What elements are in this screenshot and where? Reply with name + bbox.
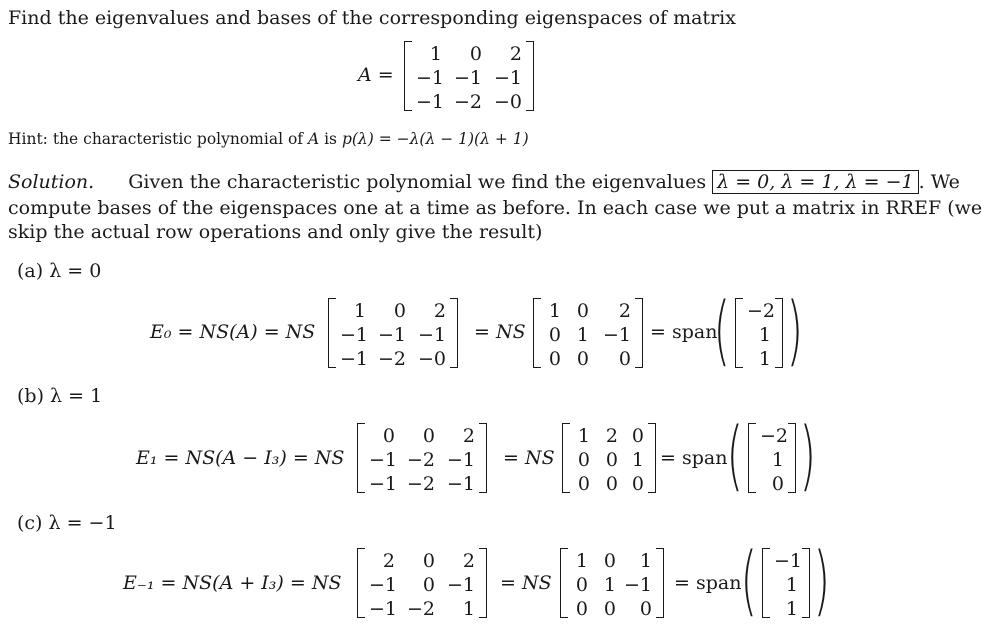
matrix-cell: −1: [369, 574, 398, 596]
matrix-cell: 0: [639, 598, 652, 620]
case-c-eq-span: = span: [674, 572, 742, 594]
case-a-right-paren: ): [786, 285, 803, 374]
case-c-label: (c) λ = −1: [17, 512, 117, 534]
matrix-cell: 1: [758, 348, 771, 370]
case-c-left-paren: (: [740, 535, 757, 624]
hint-var: A: [307, 130, 320, 148]
case-c-rref: [560, 548, 664, 618]
matrix-cell: 0: [575, 574, 588, 596]
right-bracket: [479, 423, 487, 493]
problem-statement: Find the eigenvalues and bases of the corresponding eigenspaces of matrix: [8, 7, 736, 29]
matrix-cell: −1: [417, 324, 446, 346]
case-a-basis: [735, 298, 783, 368]
matrix-cell: 2: [462, 425, 475, 447]
matrix-cell: 1: [631, 449, 644, 471]
hint-prefix: Hint: the characteristic polynomial of: [8, 130, 308, 148]
matrix-cell: 2: [382, 550, 395, 572]
matrix-cell: 0: [576, 300, 589, 322]
case-b-eq-ns: = NS: [503, 447, 555, 469]
matrix-cell: −0: [493, 91, 522, 113]
matrix-cell: −1: [377, 324, 406, 346]
case-a-rref: [533, 298, 643, 368]
matrix-cell: −2: [406, 598, 435, 620]
case-b-lhs: E₁ = NS(A − I₃) = NS: [136, 447, 345, 469]
matrix-cell: −2: [406, 473, 435, 495]
right-bracket: [788, 423, 796, 493]
solution-line-3: skip the actual row operations and only give the result): [8, 221, 543, 243]
case-c-matrix: [357, 548, 487, 618]
matrix-a: [404, 41, 534, 111]
matrix-cell: 1: [429, 43, 442, 65]
right-bracket: [648, 423, 656, 493]
matrix-cell: 1: [462, 598, 475, 620]
solution-line-1: [8, 171, 960, 193]
case-b-basis: [748, 423, 796, 493]
matrix-cell: −1: [446, 574, 475, 596]
matrix-cell: 2: [618, 300, 631, 322]
matrix-cell: 0: [393, 300, 406, 322]
left-bracket: [357, 423, 365, 493]
solution-line-2: compute bases of the eigenspaces one at a time as before. In each case we put a matrix in RREF (we: [8, 197, 982, 219]
matrix-cell: 1: [548, 300, 561, 322]
matrix-cell: 0: [577, 449, 590, 471]
matrix-cell: 1: [785, 574, 798, 596]
matrix-cell: 0: [548, 348, 561, 370]
matrix-cell: 2: [605, 425, 618, 447]
matrix-cell: 0: [631, 473, 644, 495]
matrix-cell: 0: [605, 449, 618, 471]
matrix-cell: −1: [446, 473, 475, 495]
matrix-cell: 0: [422, 550, 435, 572]
matrix-cell: 1: [353, 300, 366, 322]
matrix-cell: 0: [605, 473, 618, 495]
left-bracket: [735, 298, 743, 368]
matrix-cell: −1: [493, 67, 522, 89]
case-a-eq-span: = span: [650, 321, 718, 343]
left-bracket: [560, 548, 568, 618]
case-b-left-paren: (: [726, 410, 743, 499]
right-bracket: [656, 548, 664, 618]
matrix-cell: 1: [603, 574, 616, 596]
case-c-right-paren: ): [813, 535, 830, 624]
matrix-cell: −1: [416, 67, 445, 89]
matrix-cell: −2: [760, 425, 789, 447]
matrix-cell: 0: [422, 425, 435, 447]
case-b-eq-span: = span: [660, 447, 728, 469]
case-a-matrix: [328, 298, 458, 368]
matrix-cell: 2: [433, 300, 446, 322]
right-bracket: [775, 298, 783, 368]
matrix-a-label: A =: [358, 64, 394, 86]
matrix-cell: 1: [758, 324, 771, 346]
case-c-basis: [762, 548, 810, 618]
matrix-cell: −2: [453, 91, 482, 113]
case-b-matrix: [357, 423, 487, 493]
matrix-cell: −0: [417, 348, 446, 370]
matrix-cell: 1: [771, 449, 784, 471]
matrix-cell: 2: [509, 43, 522, 65]
case-a-left-paren: (: [713, 285, 730, 374]
matrix-cell: −1: [369, 449, 398, 471]
solution-text: Given the characteristic polynomial we find the eigenvalues: [128, 171, 707, 193]
left-bracket: [533, 298, 541, 368]
matrix-cell: 1: [639, 550, 652, 572]
solution-tail: . We: [918, 171, 960, 193]
matrix-cell: 0: [576, 348, 589, 370]
matrix-cell: −1: [774, 550, 803, 572]
matrix-cell: −1: [369, 598, 398, 620]
matrix-cell: 0: [603, 550, 616, 572]
case-a-eq-ns: = NS: [474, 321, 526, 343]
case-b-label: (b) λ = 1: [17, 385, 103, 407]
right-bracket: [635, 298, 643, 368]
right-bracket: [479, 548, 487, 618]
case-c-eq-ns: = NS: [500, 572, 552, 594]
matrix-cell: −1: [416, 91, 445, 113]
matrix-cell: −2: [406, 449, 435, 471]
case-c-lhs: E₋₁ = NS(A + I₃) = NS: [123, 572, 342, 594]
matrix-cell: 1: [577, 425, 590, 447]
left-bracket: [357, 548, 365, 618]
case-b-right-paren: ): [799, 410, 816, 499]
right-bracket: [450, 298, 458, 368]
matrix-cell: −2: [747, 300, 776, 322]
matrix-cell: 1: [785, 598, 798, 620]
matrix-cell: −1: [340, 324, 369, 346]
matrix-cell: 1: [576, 324, 589, 346]
matrix-cell: −2: [377, 348, 406, 370]
matrix-cell: 0: [577, 473, 590, 495]
matrix-cell: 0: [631, 425, 644, 447]
left-bracket: [762, 548, 770, 618]
matrix-cell: 0: [618, 348, 631, 370]
eigenvalues-box: λ = 0, λ = 1, λ = −1: [712, 170, 918, 194]
left-bracket: [748, 423, 756, 493]
matrix-cell: 2: [462, 550, 475, 572]
matrix-cell: −1: [446, 449, 475, 471]
matrix-cell: 0: [382, 425, 395, 447]
left-bracket: [404, 41, 412, 111]
left-bracket: [328, 298, 336, 368]
matrix-cell: 0: [575, 598, 588, 620]
case-a-label: (a) λ = 0: [17, 260, 102, 282]
matrix-cell: 0: [422, 574, 435, 596]
matrix-cell: −1: [369, 473, 398, 495]
matrix-cell: 0: [603, 598, 616, 620]
hint-mid: is: [319, 130, 342, 148]
hint-polynomial: p(λ) = −λ(λ − 1)(λ + 1): [341, 130, 529, 148]
matrix-cell: 0: [548, 324, 561, 346]
matrix-cell: 0: [771, 473, 784, 495]
right-bracket: [802, 548, 810, 618]
case-b-rref: [562, 423, 656, 493]
matrix-cell: 1: [575, 550, 588, 572]
right-bracket: [526, 41, 534, 111]
matrix-cell: −1: [340, 348, 369, 370]
matrix-cell: −1: [602, 324, 631, 346]
matrix-cell: −1: [453, 67, 482, 89]
left-bracket: [562, 423, 570, 493]
case-a-lhs: E₀ = NS(A) = NS: [150, 321, 316, 343]
matrix-cell: 0: [469, 43, 482, 65]
solution-label: Solution.: [8, 171, 95, 193]
matrix-cell: −1: [623, 574, 652, 596]
hint: [8, 129, 529, 149]
